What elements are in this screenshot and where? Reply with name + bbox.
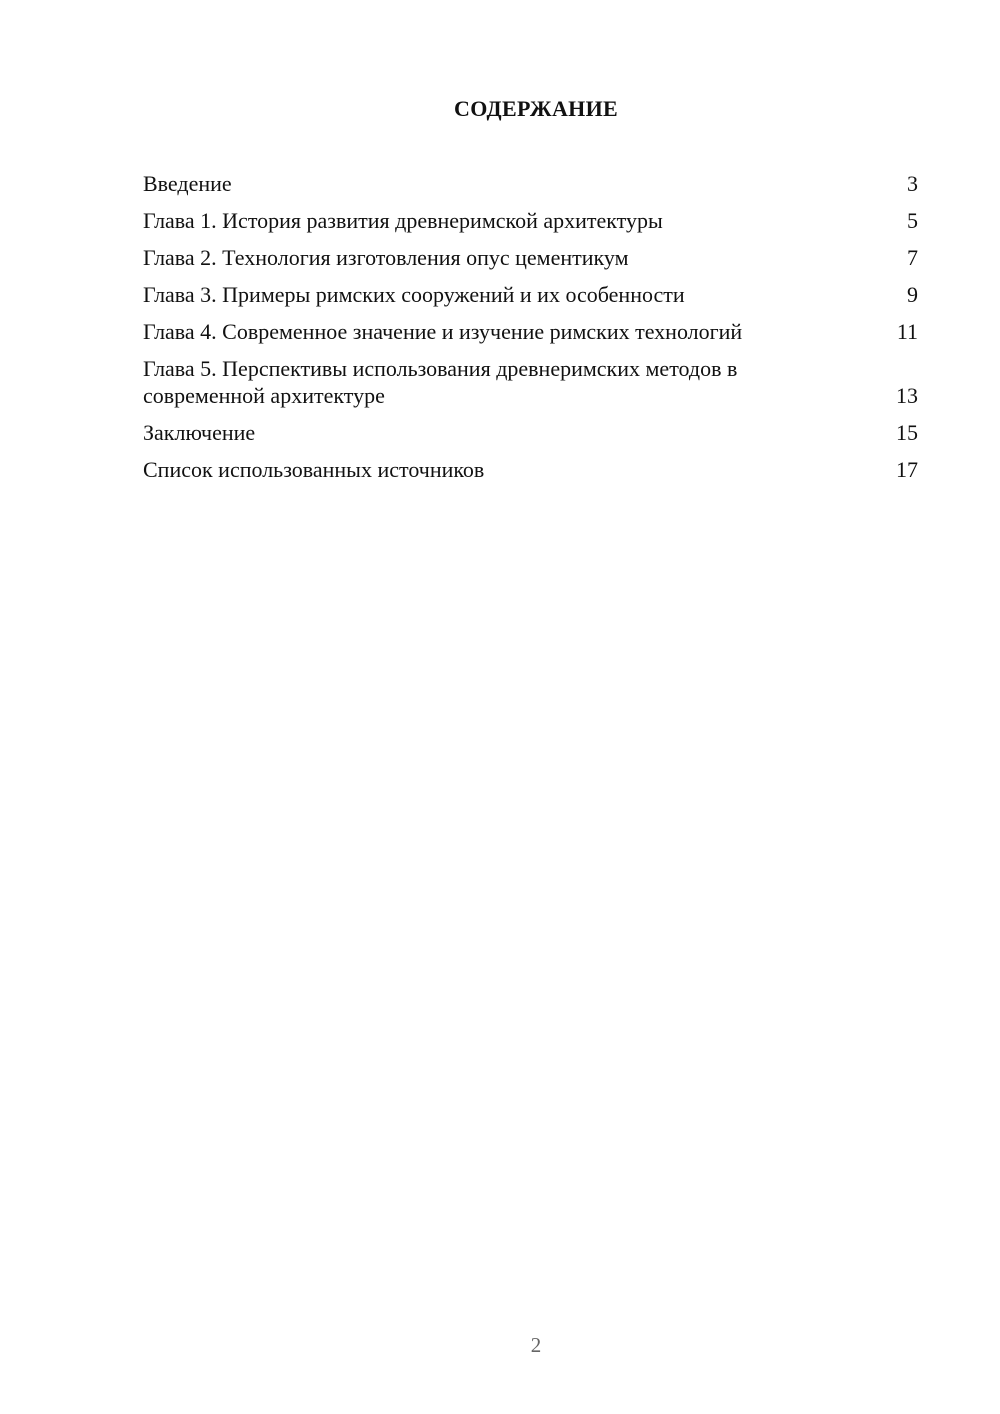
toc-entry-label: Заключение <box>143 420 256 445</box>
toc-entry[interactable] <box>143 244 918 271</box>
toc-entry-label: Введение <box>143 171 232 196</box>
toc-entry-page: 11 <box>896 319 918 344</box>
toc-entry-label: Глава 4. Современное значение и изучение римских технологий <box>143 319 743 344</box>
toc-entry-label: Глава 5. Перспективы использования древнеримских методов в современной архитектуре <box>143 356 738 408</box>
toc-entry-page: 3 <box>907 171 918 196</box>
toc-entry[interactable] <box>143 207 918 234</box>
toc-entry-page: 17 <box>896 457 918 482</box>
toc-entry-label: Глава 3. Примеры римских сооружений и их особенности <box>143 282 685 307</box>
toc-entry[interactable] <box>143 419 918 446</box>
toc-entry[interactable] <box>143 170 918 197</box>
toc-entry-page: 13 <box>896 383 918 408</box>
page-number: 2 <box>530 1333 542 1357</box>
toc-entry[interactable] <box>143 281 918 308</box>
toc-entry[interactable] <box>143 456 918 483</box>
toc-entry[interactable] <box>143 318 918 345</box>
toc-entry-page: 5 <box>907 208 918 233</box>
toc-entry[interactable] <box>143 355 918 409</box>
toc-title: СОДЕРЖАНИЕ <box>454 96 618 121</box>
toc-entry-label: Список использованных источников <box>143 457 485 482</box>
table-of-contents <box>143 170 918 493</box>
toc-entry-label: Глава 2. Технология изготовления опус цементикум <box>143 245 629 270</box>
toc-entry-page: 9 <box>907 282 918 307</box>
toc-entry-label: Глава 1. История развития древнеримской архитектуры <box>143 208 663 233</box>
toc-entry-page: 7 <box>907 245 918 270</box>
toc-entry-page: 15 <box>896 420 918 445</box>
